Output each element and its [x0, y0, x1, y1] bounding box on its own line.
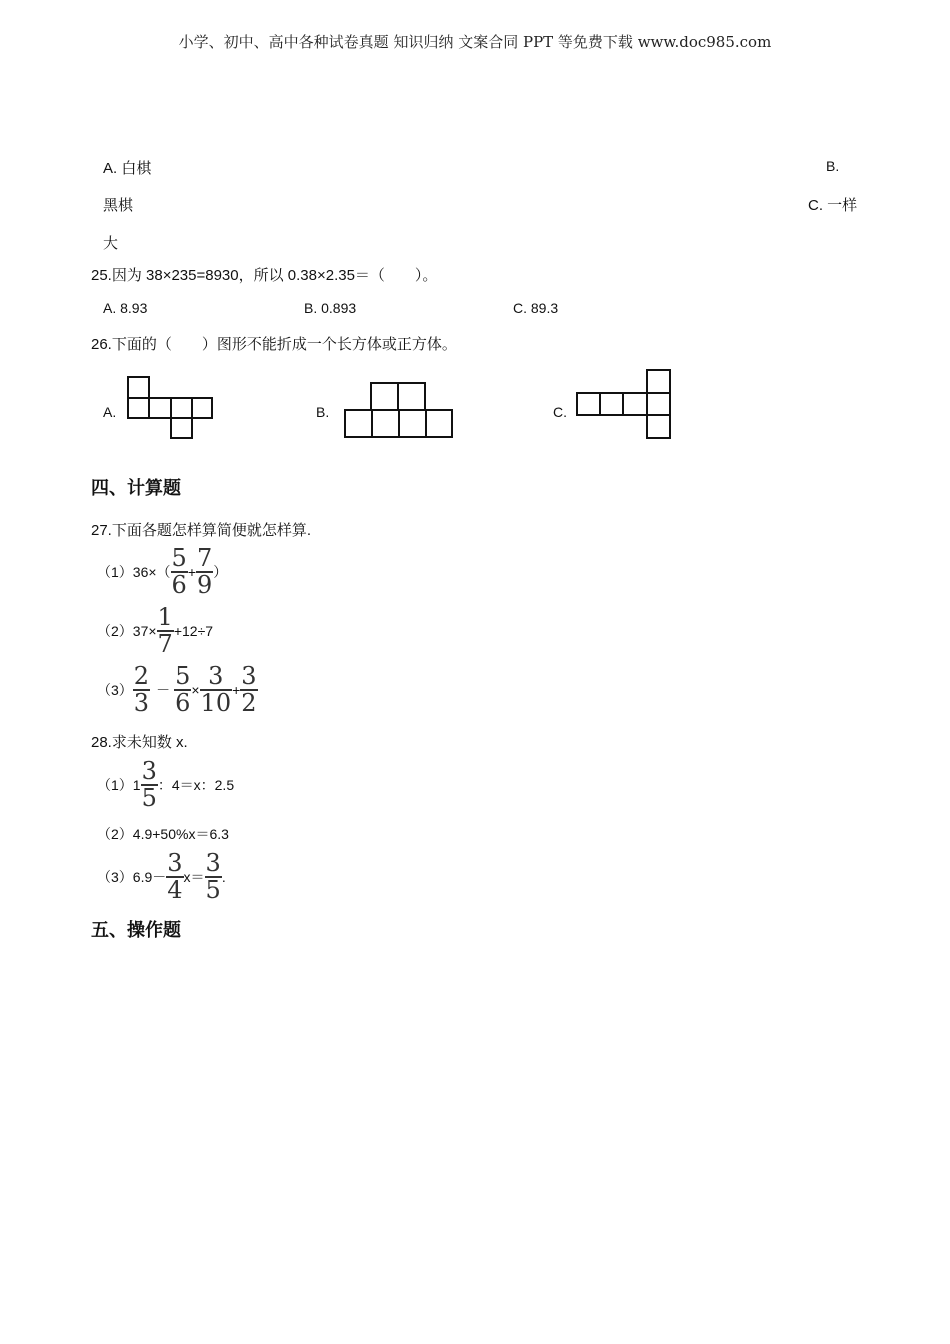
net-c-square — [647, 415, 670, 438]
section-5-title: 五、操作题 — [91, 920, 181, 941]
fraction: $\frac{5}{6}$ — [175, 662, 191, 717]
net-a-figure — [126, 375, 216, 441]
q24-option-b-label[interactable]: B. — [826, 158, 840, 174]
net-b-square — [345, 410, 372, 437]
q28-p3-label: （3）6.9－ — [97, 868, 167, 885]
q25-stem: 25.因为 38×235=8930，所以 0.38×2.35＝（ ）。 — [91, 267, 438, 284]
net-a-square — [128, 398, 149, 418]
q24-option-c[interactable]: C. 一样 — [808, 197, 858, 214]
fraction: $\frac{3}{2}$ — [241, 662, 257, 717]
q26-option-a-label[interactable]: A. — [103, 404, 117, 420]
net-b-figure — [343, 381, 455, 441]
q28-part-3 — [97, 849, 226, 904]
fraction: $\frac{3}{4}$ — [167, 849, 183, 904]
fraction: $\frac{1}{7}$ — [157, 603, 173, 658]
net-c-square — [600, 393, 623, 415]
q28-p3-tail: . — [221, 868, 226, 885]
q28-stem: 28.求未知数 x. — [91, 734, 188, 751]
net-a-square — [192, 398, 212, 418]
fraction: $\frac{3}{10}$ — [200, 662, 232, 717]
fraction: $\frac{3}{5}$ — [205, 849, 221, 904]
net-b-square — [372, 410, 399, 437]
net-c-figure — [575, 368, 675, 442]
net-b-square — [371, 383, 398, 410]
q26-option-b-label[interactable]: B. — [316, 404, 330, 420]
net-c-square — [577, 393, 600, 415]
q27-p3-label: （3） — [97, 681, 133, 698]
page-header: 小学、初中、高中各种试卷真题 知识归纳 文案合同 PPT 等免费下载 www.doc985.com — [178, 33, 772, 51]
net-b-square — [399, 410, 426, 437]
q27-p2-label: （2）37× — [97, 622, 157, 639]
q26-option-c-label[interactable]: C. — [553, 404, 567, 420]
net-c-square — [647, 370, 670, 393]
plus-operator: + — [187, 563, 197, 580]
q28-part-1 — [97, 757, 235, 812]
minus-operator: － — [156, 681, 171, 698]
q27-part-2 — [97, 603, 214, 658]
fraction: $\frac{7}{9}$ — [197, 544, 213, 599]
q28-p1-label: （1）1 — [97, 776, 141, 793]
q27-part-1 — [97, 544, 228, 599]
q25-option-a[interactable]: A. 8.93 — [103, 300, 148, 316]
q26-stem: 26.下面的（ ）图形不能折成一个长方体或正方体。 — [91, 336, 457, 353]
plus-operator: + — [232, 681, 241, 698]
net-b-square — [426, 410, 452, 437]
q28-p1-tail: ：4＝x：2.5 — [157, 776, 235, 793]
close-paren: ） — [213, 563, 228, 580]
fraction: $\frac{5}{6}$ — [171, 544, 187, 599]
q25-option-b[interactable]: B. 0.893 — [304, 300, 357, 316]
net-a-square — [171, 418, 192, 438]
net-a-square — [149, 398, 171, 418]
q27-p2-tail: +12÷7 — [173, 622, 214, 639]
section-4-title: 四、计算题 — [91, 478, 181, 499]
net-a-square — [128, 377, 149, 398]
q24-option-a[interactable]: A. 白棋 — [103, 160, 152, 177]
q28-p3-mid: x＝ — [183, 868, 205, 885]
q27-part-3 — [97, 662, 258, 717]
q27-p1-label: （1）36×（ — [97, 563, 171, 580]
net-c-square — [623, 393, 647, 415]
net-a-square — [171, 398, 192, 418]
q25-option-c[interactable]: C. 89.3 — [513, 300, 559, 316]
q28-part-2: （2）4.9+50%x＝6.3 — [97, 826, 229, 842]
q24-option-c-tail: 大 — [103, 235, 119, 252]
times-operator: × — [191, 681, 200, 698]
fraction: $\frac{3}{5}$ — [141, 757, 157, 812]
fraction: $\frac{2}{3}$ — [133, 662, 150, 717]
net-b-square — [398, 383, 425, 410]
q24-option-b-text: 黑棋 — [103, 197, 134, 214]
net-c-square — [647, 393, 670, 415]
q27-stem: 27.下面各题怎样算简便就怎样算. — [91, 522, 312, 539]
